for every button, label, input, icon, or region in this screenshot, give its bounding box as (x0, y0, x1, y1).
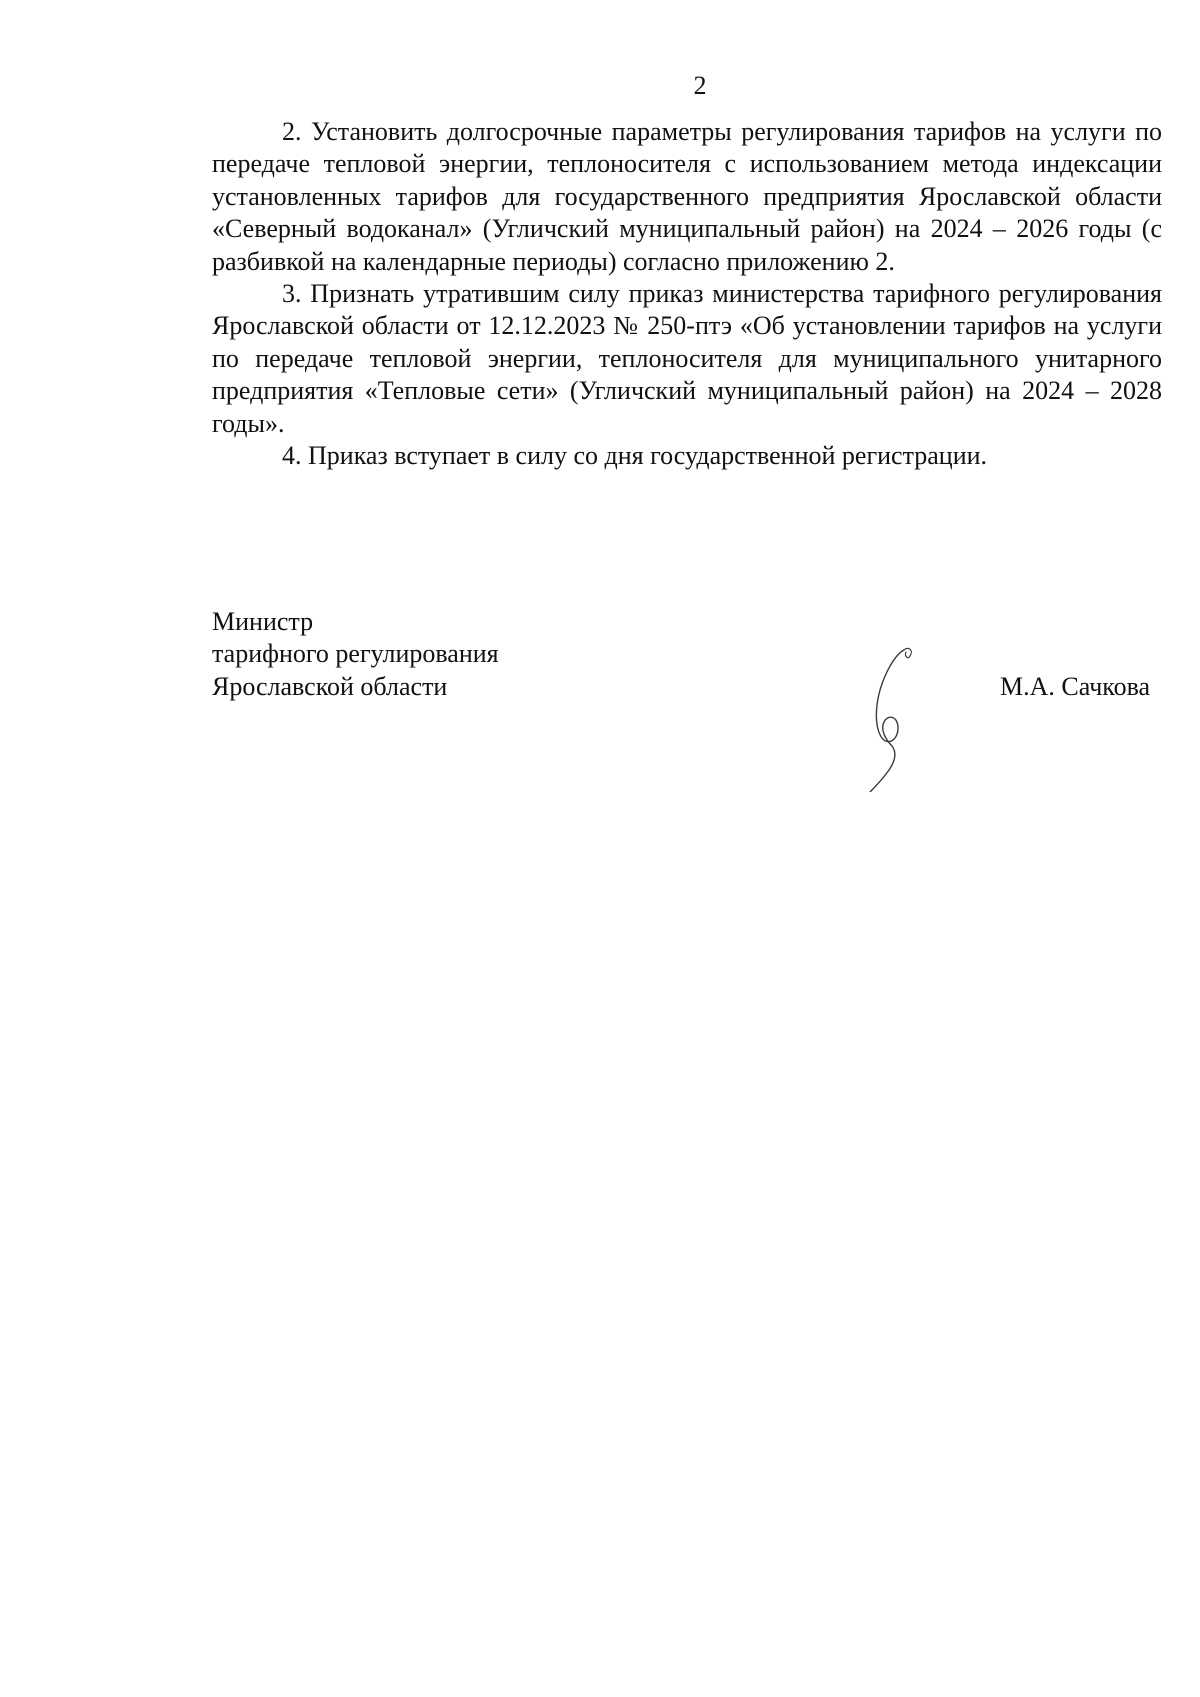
signatory-title (212, 606, 499, 703)
paragraph-item-2: 2. Установить долгосрочные параметры регулирования тарифов на услуги по передаче тепловой энергии, теплоносителя с использованием метода индексации установленных тарифов для государственного предприятия Ярославской области «Северный водоканал» (Угличский муниципальный район) на 2024 – 2026 годы (с разбивкой на календарные периоды) согласно приложению 2. (212, 117, 1162, 276)
paragraph-item-3: 3. Признать утратившим силу приказ министерства тарифного регулирования Ярославской области от 12.12.2023 № 250-птэ «Об установлении тарифов на услуги по передаче тепловой энергии, теплоносителя для муниципального унитарного предприятия «Тепловые сети» (Угличский муниципальный район) на 2024 – 2028 годы». (212, 279, 1162, 438)
handwritten-signature (858, 642, 928, 792)
signatory-title-line: Ярославской области (212, 671, 448, 701)
page-number: 2 (693, 71, 707, 100)
document-body (212, 116, 1162, 472)
signatory-name: М.А. Сачкова (1000, 672, 1151, 701)
paragraph-item-4: 4. Приказ вступает в силу со дня государственной регистрации. (282, 441, 988, 471)
signatory-title-line: Министр (212, 607, 314, 636)
signatory-title-line: тарифного регулирования (212, 639, 499, 669)
